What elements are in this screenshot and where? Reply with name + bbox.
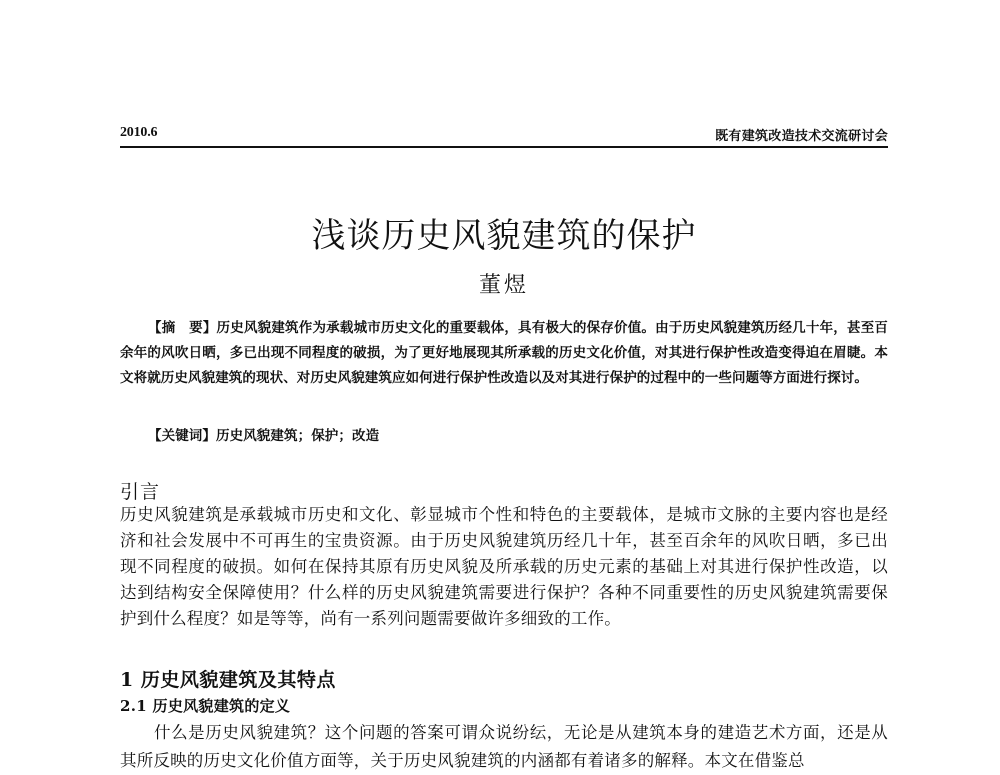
- running-header: [120, 121, 888, 145]
- keywords-line: [148, 424, 379, 444]
- header-date: 2010.6: [120, 125, 158, 140]
- header-conference-name: 既有建筑改造技术交流研讨会: [715, 129, 888, 144]
- subsection-2-1-heading: 2.1 历史风貌建筑的定义: [120, 697, 291, 715]
- intro-paragraph: 历史风貌建筑是承载城市历史和文化、彰显城市个性和特色的主要载体，是城市文脉的主要内容也是经济和社会发展中不可再生的宝贵资源。由于历史风貌建筑历经几十年，甚至百余年的风吹日晒，多已出现不同程度的破损。如何在保持其原有历史风貌及所承载的历史元素的基础上对其进行保护性改造，以达到结构安全保障使用？什么样的历史风貌建筑需要进行保护？各种不同重要性的历史风貌建筑需要保护到什么程度？如是等等，尚有一系列问题需要做许多细致的工作。: [120, 505, 888, 628]
- article-title: 浅谈历史风貌建筑的保护: [311, 216, 697, 256]
- abstract-label: 【摘 要】: [148, 320, 217, 336]
- section-body-paragraph: 什么是历史风貌建筑？这个问题的答案可谓众说纷纭，无论是从建筑本身的建造艺术方面，还是从其所反映的历史文化价值方面等，关于历史风貌建筑的内涵都有着诸多的解释。本文在借鉴总: [120, 723, 888, 770]
- abstract-text: 历史风貌建筑作为承载城市历史文化的重要载体，具有极大的保存价值。由于历史风貌建筑历经几十年，甚至百余年的风吹日晒，多已出现不同程度的破损，为了更好地展现其所承载的历史文化价值，对其进行保护性改造变得迫在眉睫。本文将就历史风貌建筑的现状、对历史风貌建筑应如何进行保护性改造以及对其进行保护的过程中的一些问题等方面进行探讨。: [120, 320, 888, 386]
- abstract-paragraph: [120, 316, 888, 391]
- keywords-text: 历史风貌建筑；保护；改造: [216, 428, 380, 444]
- article-author: 董煜: [478, 273, 529, 298]
- header-rule: [120, 146, 888, 148]
- keywords-label: 【关键词】: [148, 428, 216, 444]
- section-1-heading: 1 历史风貌建筑及其特点: [120, 669, 336, 691]
- intro-heading: 引言: [120, 481, 161, 503]
